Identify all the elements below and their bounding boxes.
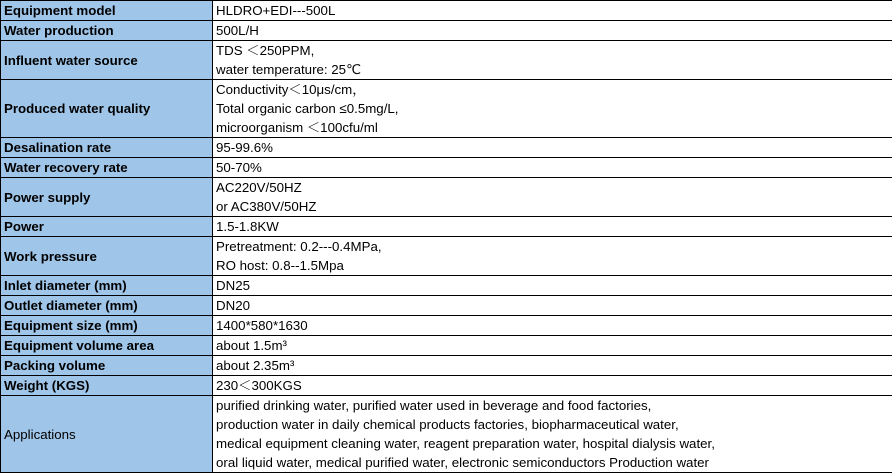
- row-label-packing-volume: Packing volume: [1, 356, 213, 376]
- row-label-desalination-rate: Desalination rate: [1, 138, 213, 158]
- row-value-work-pressure: [213, 237, 892, 276]
- table-row: [1, 1, 892, 21]
- value-line: 50-70%: [216, 158, 889, 177]
- row-label-work-pressure: Work pressure: [1, 237, 213, 276]
- value-line: AC220V/50HZ: [216, 178, 889, 197]
- table-row: [1, 217, 892, 237]
- value-line: RO host: 0.8--1.5Mpa: [216, 256, 889, 275]
- row-value-outlet-diameter: [213, 296, 892, 316]
- value-line: 1400*580*1630: [216, 316, 889, 335]
- table-row: [1, 178, 892, 217]
- value-line: Total organic carbon ≤0.5mg/L,: [216, 99, 889, 118]
- row-label-influent-water-source: Influent water source: [1, 41, 213, 80]
- row-value-weight: [213, 376, 892, 396]
- row-label-inlet-diameter: Inlet diameter (mm): [1, 276, 213, 296]
- row-value-equipment-model: [213, 1, 892, 21]
- value-line: medical equipment cleaning water, reagent preparation water, hospital dialysis water,: [216, 434, 889, 453]
- row-label-equipment-size: Equipment size (mm): [1, 316, 213, 336]
- value-line: 95-99.6%: [216, 138, 889, 157]
- table-row: [1, 21, 892, 41]
- table-row: [1, 80, 892, 138]
- table-row: [1, 276, 892, 296]
- row-value-produced-water-quality: [213, 80, 892, 138]
- value-line: DN25: [216, 276, 889, 295]
- row-label-water-recovery-rate: Water recovery rate: [1, 158, 213, 178]
- value-line: 500L/H: [216, 21, 889, 40]
- row-value-equipment-volume-area: [213, 336, 892, 356]
- table-row: [1, 336, 892, 356]
- value-line: or AC380V/50HZ: [216, 197, 889, 216]
- row-label-equipment-volume-area: Equipment volume area: [1, 336, 213, 356]
- row-label-water-production: Water production: [1, 21, 213, 41]
- table-row: [1, 356, 892, 376]
- value-line: oral liquid water, medical purified water, electronic semiconductors Production water: [216, 453, 889, 472]
- row-label-equipment-model: Equipment model: [1, 1, 213, 21]
- table-row: [1, 316, 892, 336]
- table-row: [1, 138, 892, 158]
- row-label-produced-water-quality: Produced water quality: [1, 80, 213, 138]
- row-value-water-production: [213, 21, 892, 41]
- value-line: Pretreatment: 0.2---0.4MPa,: [216, 237, 889, 256]
- table-row: [1, 237, 892, 276]
- row-value-inlet-diameter: [213, 276, 892, 296]
- row-value-influent-water-source: [213, 41, 892, 80]
- value-line: microorganism ＜100cfu/ml: [216, 118, 889, 137]
- table-row: [1, 41, 892, 80]
- value-line: production water in daily chemical products factories, biopharmaceutical water,: [216, 415, 889, 434]
- row-value-applications: [213, 396, 892, 473]
- value-line: TDS ＜250PPM,: [216, 41, 889, 60]
- row-value-equipment-size: [213, 316, 892, 336]
- row-value-water-recovery-rate: [213, 158, 892, 178]
- value-line: 1.5-1.8KW: [216, 217, 889, 236]
- row-value-desalination-rate: [213, 138, 892, 158]
- row-label-outlet-diameter: Outlet diameter (mm): [1, 296, 213, 316]
- row-label-power: Power: [1, 217, 213, 237]
- row-value-power: [213, 217, 892, 237]
- table-row: [1, 158, 892, 178]
- row-label-power-supply: Power supply: [1, 178, 213, 217]
- value-line: Conductivity＜10μs/cm，: [216, 80, 889, 99]
- value-line: HLDRO+EDI---500L: [216, 1, 889, 20]
- table-row: [1, 396, 892, 473]
- table-row: [1, 376, 892, 396]
- value-line: about 2.35m³: [216, 356, 889, 375]
- row-value-power-supply: [213, 178, 892, 217]
- value-line: water temperature: 25℃: [216, 60, 889, 79]
- value-line: 230＜300KGS: [216, 376, 889, 395]
- row-value-packing-volume: [213, 356, 892, 376]
- table-row: [1, 296, 892, 316]
- value-line: about 1.5m³: [216, 336, 889, 355]
- value-line: purified drinking water, purified water used in beverage and food factories,: [216, 396, 889, 415]
- value-line: DN20: [216, 296, 889, 315]
- row-label-weight: Weight (KGS): [1, 376, 213, 396]
- row-label-applications: Applications: [1, 396, 213, 473]
